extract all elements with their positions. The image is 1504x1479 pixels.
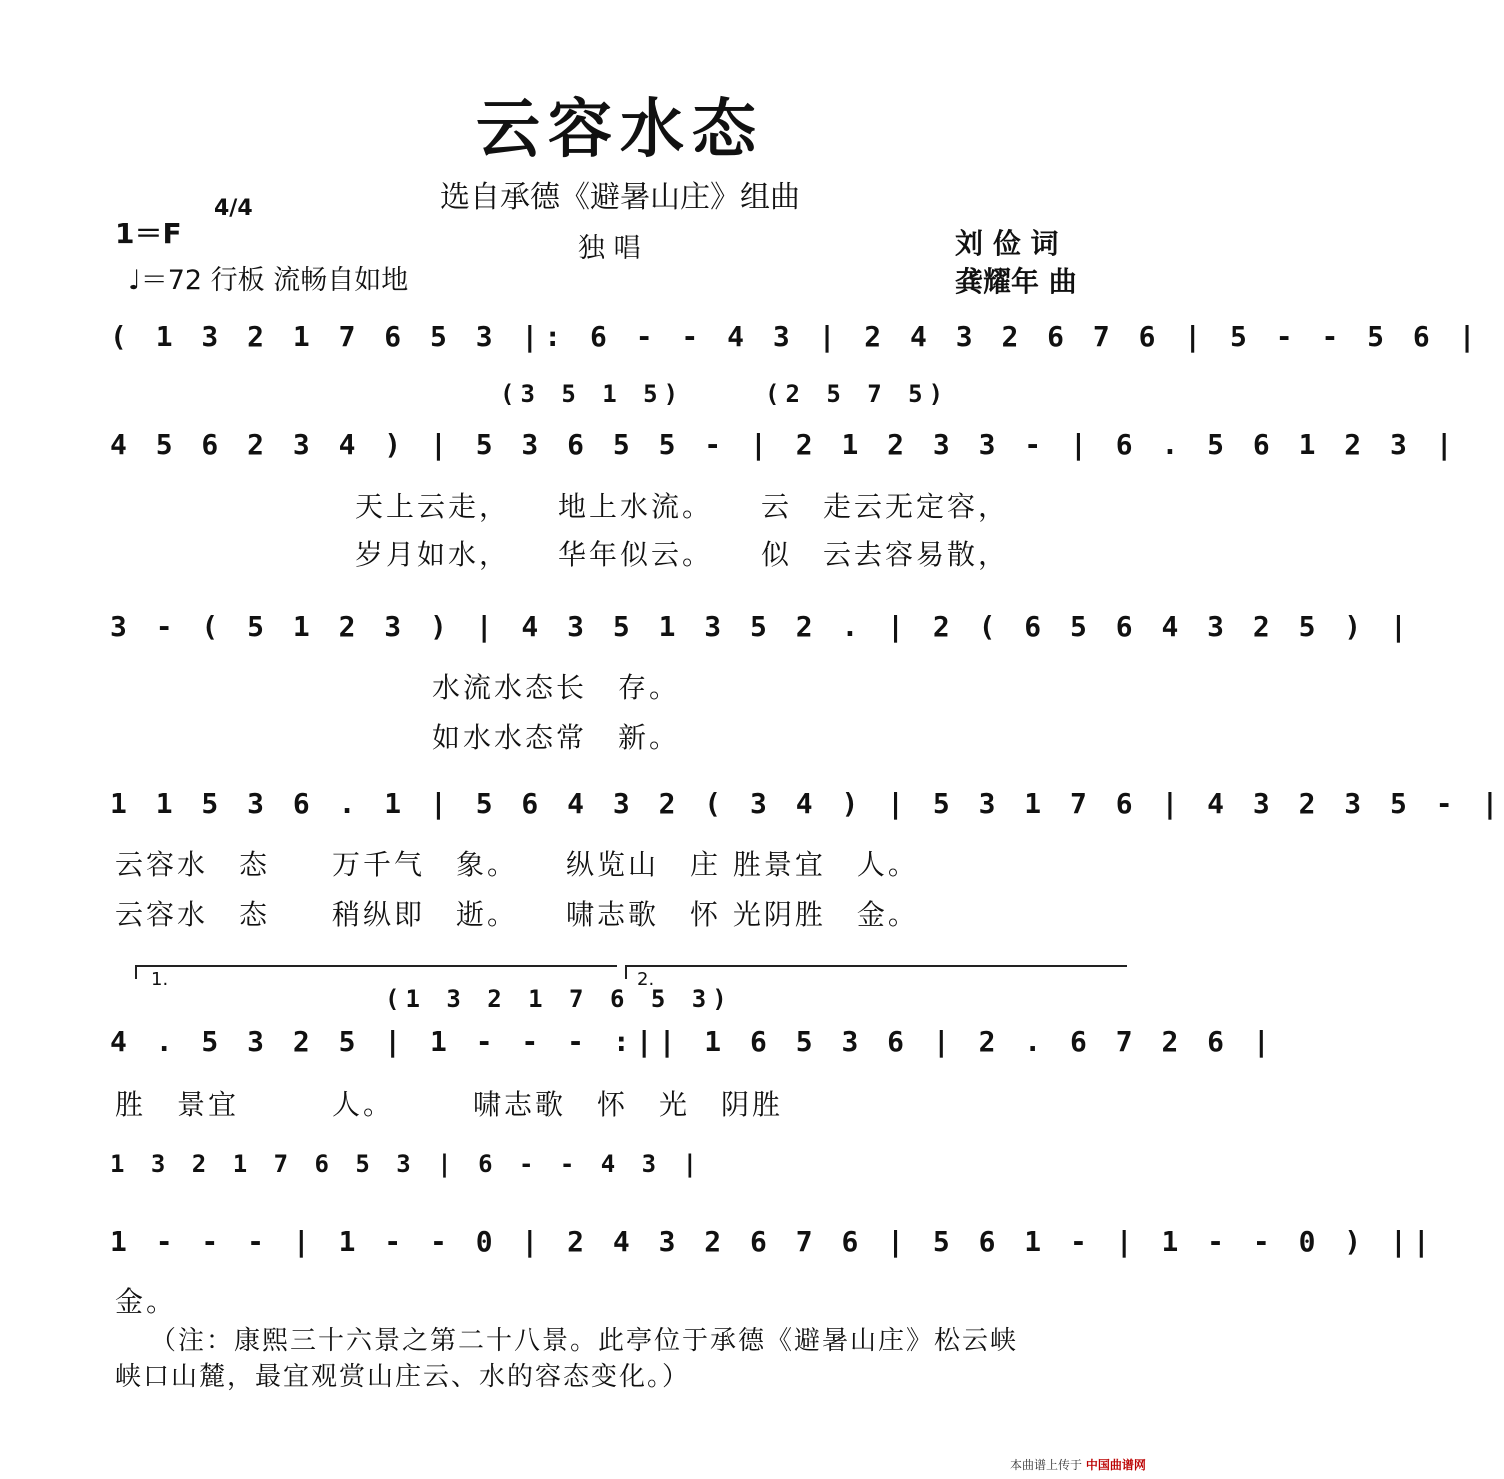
notation-line-1: ( 1 3 2 1 7 6 5 3 |: 6 - - 4 3 | 2 4 3 2 6 7 6 | 5 - - 5 6 |	[110, 320, 1482, 353]
site-logo-text: 中国曲谱网	[1085, 1458, 1146, 1472]
volta-label-2: 2.	[637, 969, 655, 990]
lyrics-line-4-verse-1: 云容水 态 万千气 象。 纵览山 庄 胜景宜 人。	[115, 848, 919, 881]
notation-line-6: 1 3 2 1 7 6 5 3 | 6 - - 4 3 |	[110, 1150, 704, 1178]
tempo-marking: ♩＝72 行板 流畅自如地	[128, 265, 409, 296]
volta-bracket-2	[625, 965, 1127, 990]
ornament-group-3: (1 3 2 1 7 6 5 3)	[385, 985, 733, 1013]
upload-credit-prefix: 本曲谱上传于	[1010, 1458, 1083, 1472]
notation-line-4: 1 1 5 3 6 . 1 | 5 6 4 3 2 ( 3 4 ) | 5 3 1 7 6 | 4 3 2 3 5 - |	[110, 787, 1504, 820]
notation-line-3: 3 - ( 5 1 2 3 ) | 4 3 5 1 3 5 2 . | 2 ( 6 5 6 4 3 2 5 ) |	[110, 610, 1413, 643]
lyrics-line-4-verse-2: 云容水 态 稍纵即 逝。 啸志歌 怀 光阴胜 金。	[115, 898, 919, 931]
annotation-line-1: （注：康熙三十六景之第二十八景。此亭位于承德《避暑山庄》松云峡	[150, 1326, 1019, 1356]
ornament-group-2: (2 5 7 5)	[765, 380, 950, 408]
lyricist-credit: 刘 俭 词	[955, 227, 1059, 260]
annotation-line-2: 峡口山麓，最宜观赏山庄云、水的容态变化。）	[115, 1362, 691, 1392]
lyrics-line-5: 胜 景宜 人。 啸志歌 怀 光 阴胜	[115, 1088, 784, 1121]
lyrics-line-2-verse-2: 岁月如水， 华年似云。 似 云去容易散，	[355, 538, 1010, 571]
time-signature: 4/4	[214, 196, 253, 221]
notation-line-7: 1 - - - | 1 - - 0 | 2 4 3 2 6 7 6 | 5 6 1 - | 1 - - 0 ) ||	[110, 1225, 1436, 1258]
ornament-group-1: (3 5 1 5)	[500, 380, 685, 408]
notation-line-5: 4 . 5 3 2 5 | 1 - - - :|| 1 6 5 3 6 | 2 . 6 7 2 6 |	[110, 1025, 1276, 1058]
composer-credit: 龚耀年 曲	[955, 265, 1077, 298]
volta-label-1: 1.	[151, 969, 169, 990]
notation-line-2: 4 5 6 2 3 4 ) | 5 3 6 5 5 - | 2 1 2 3 3 - | 6 . 5 6 1 2 3 |	[110, 428, 1459, 461]
lyrics-line-2-verse-1: 天上云走， 地上水流。 云 走云无定容，	[355, 490, 1010, 523]
final-lyric: 金。	[115, 1285, 178, 1318]
song-subtitle: 选自承德《避暑山庄》组曲	[440, 180, 800, 215]
lyrics-line-3-verse-1: 水流水态长 存。	[432, 671, 681, 704]
key-signature: 1＝F	[115, 217, 182, 250]
performance-type: 独 唱	[578, 233, 641, 264]
lyrics-line-3-verse-2: 如水水态常 新。	[432, 721, 681, 754]
song-title: 云容水态	[476, 93, 764, 167]
upload-credit	[1010, 1456, 1146, 1473]
volta-bracket-1	[135, 965, 617, 990]
